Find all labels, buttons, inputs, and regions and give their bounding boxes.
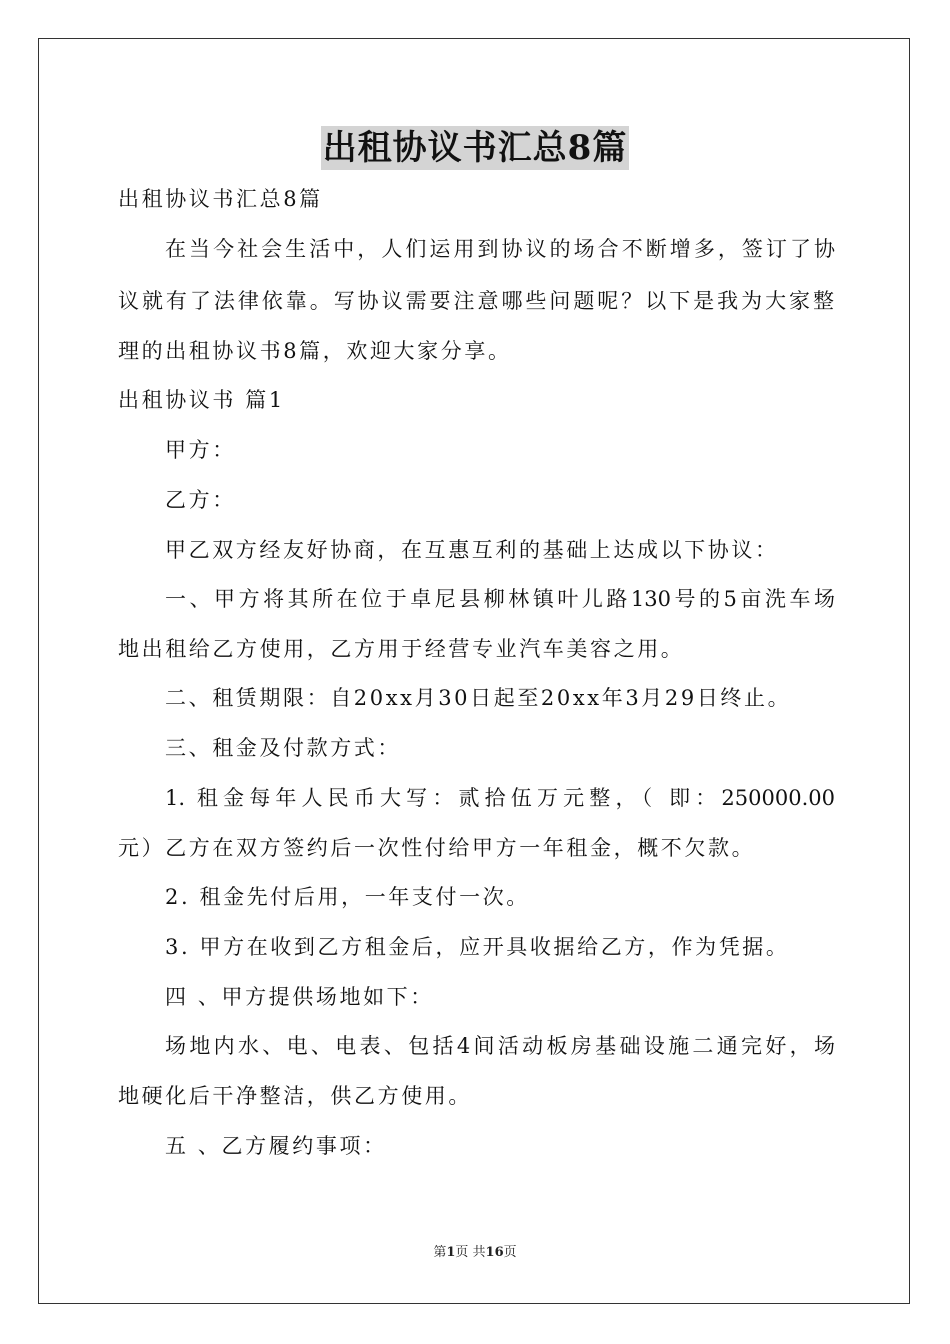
clause-4-line-2: 地硬化后干净整洁，供乙方使用。 <box>118 1084 472 1108</box>
clause-1-line-2: 地出租给乙方使用，乙方用于经营专业汽车美容之用。 <box>118 637 685 661</box>
clause-3-item-3: 3. 甲方在收到乙方租金后，应开具收据给乙方，作为凭据。 <box>165 935 790 959</box>
footer-current-page: 1 <box>446 1245 456 1260</box>
clause-4-heading: 四 、甲方提供场地如下： <box>165 985 434 1009</box>
intro-line-2: 议就有了法律依靠。写协议需要注意哪些问题呢？以下是我为大家整 <box>118 289 834 313</box>
document-title: 出租协议书汇总8篇 <box>322 128 628 168</box>
party-a-label: 甲方： <box>165 438 236 462</box>
title-container <box>0 126 950 170</box>
footer-mid: 页 共 <box>455 1245 486 1260</box>
clause-3-heading: 三、租金及付款方式： <box>165 736 401 760</box>
clause-3-item-1-line-1: 1. 租金每年人民币大写：贰拾伍万元整，（ 即：250000.00 <box>165 786 835 810</box>
footer-prefix: 第 <box>433 1245 447 1260</box>
section-heading: 出租协议书 篇1 <box>118 388 285 412</box>
page-border <box>38 38 910 1304</box>
party-b-label: 乙方： <box>165 488 236 512</box>
document-subtitle: 出租协议书汇总8篇 <box>118 187 323 211</box>
clause-5-heading: 五 、乙方履约事项： <box>165 1134 387 1158</box>
page-footer <box>0 1244 950 1262</box>
intro-line-1: 在当今社会生活中，人们运用到协议的场合不断增多，签订了协 <box>165 237 835 261</box>
clause-2: 二、租赁期限：自20xx月30日起至20xx年3月29日终止。 <box>165 686 792 710</box>
clause-4-line-1: 场地内水、电、电表、包括4间活动板房基础设施二通完好，场 <box>165 1034 835 1058</box>
agreement-preamble: 甲乙双方经友好协商，在互惠互利的基础上达成以下协议： <box>165 538 779 562</box>
clause-1-line-1: 一、甲方将其所在位于卓尼县柳林镇叶儿路130号的5亩洗车场 <box>165 587 835 611</box>
clause-3-item-1-line-2: 元）乙方在双方签约后一次性付给甲方一年租金，概不欠款。 <box>118 836 756 860</box>
clause-3-item-2: 2. 租金先付后用，一年支付一次。 <box>165 885 530 909</box>
footer-suffix: 页 <box>503 1245 517 1260</box>
footer-total-pages: 16 <box>485 1245 504 1260</box>
intro-line-3: 理的出租协议书8篇，欢迎大家分享。 <box>118 339 512 363</box>
